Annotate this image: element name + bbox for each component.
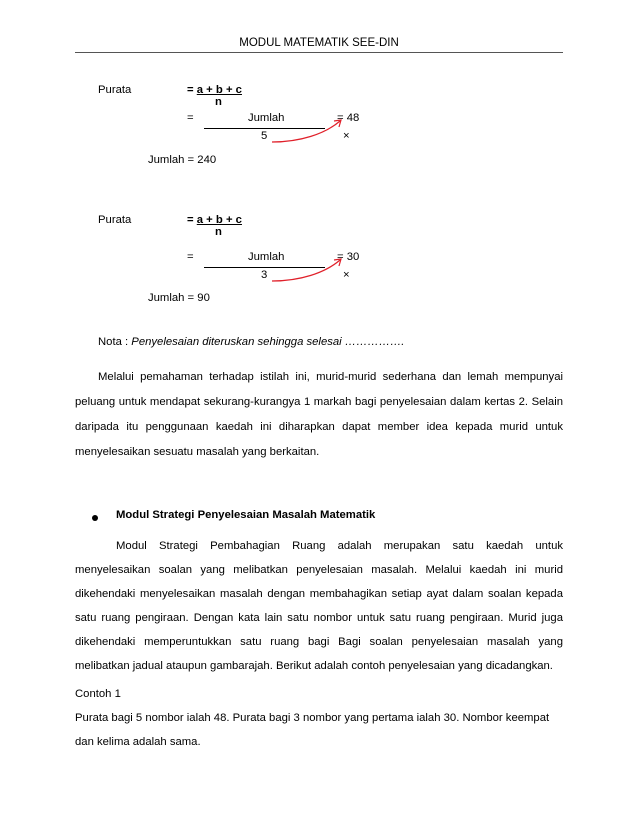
section-title: Modul Strategi Penyelesaian Masalah Matematik — [116, 509, 376, 521]
result-value: = 30 — [337, 251, 360, 263]
answer: Jumlah = 90 — [148, 292, 210, 304]
example-title: Contoh 1 — [75, 688, 121, 700]
fraction-numerator: Jumlah — [248, 251, 285, 263]
multiply-arrow — [270, 255, 350, 285]
formula-top: = a + b + c — [187, 214, 242, 226]
paragraph-line: melibatkan jadual ataupun gambarajah. Berikut adalah contoh penyelesaian yang dicadangkan. — [75, 660, 553, 672]
fraction-denominator: 3 — [261, 269, 268, 281]
paragraph-line: satu ruang pengiraan. Dengan kata lain satu nombor untuk satu ruang pengiraan. Murid juga — [75, 612, 563, 624]
example-text-line: Purata bagi 5 nombor ialah 48. Purata bagi 3 nombor yang pertama ialah 30. Nombor keempat — [75, 712, 550, 724]
equals-sign: = — [187, 251, 194, 263]
example-text-line: dan kelima adalah sama. — [75, 736, 201, 748]
header-rule — [75, 52, 563, 53]
fraction-numerator: Jumlah — [248, 112, 285, 124]
fraction-denominator: 5 — [261, 130, 268, 142]
paragraph-line: Melalui pemahaman terhadap istilah ini, murid-murid sederhana dan lemah mempunyai — [98, 371, 563, 383]
answer: Jumlah = 240 — [148, 154, 217, 166]
note-label: Nota : — [98, 336, 132, 348]
paragraph-line: dikehendaki menyelesaikan masalah dengan membahagikan setiap ayat dalam soalan kepada — [75, 588, 563, 600]
paragraph-line: daripada itu penggunaan kaedah ini diharapkan dapat member idea kepada murid untuk — [75, 421, 563, 433]
formula-numerator: a + b + c — [196, 214, 242, 226]
paragraph-line: dikehendaki memperuntukkan satu ruang bagi Bagi soalan penyelesaian masalah yang — [75, 636, 563, 648]
page-header: MODUL MATEMATIK SEE-DIN — [239, 37, 399, 49]
formula-top: = a + b + c — [187, 84, 242, 96]
formula-denominator: n — [215, 96, 222, 108]
multiply-arrow — [270, 116, 350, 146]
paragraph-line: menyelesaikan sesuatu masalah yang berkaitan. — [75, 446, 320, 458]
bullet-icon — [92, 515, 98, 521]
paragraph-line: Modul Strategi Pembahagian Ruang adalah merupakan satu kaedah untuk — [116, 540, 563, 552]
purata-label: Purata — [98, 214, 132, 226]
paragraph-line: peluang untuk mendapat sekurang-kurangya 1 markah bagi penyelesaian dalam kertas 2. Selain — [75, 396, 563, 408]
equals-sign: = — [187, 112, 194, 124]
result-value: = 48 — [337, 112, 360, 124]
purata-label: Purata — [98, 84, 132, 96]
times-symbol: × — [343, 269, 350, 281]
note — [98, 336, 404, 348]
paragraph-line: menyelesaikan soalan yang melibatkan penyelesaian masalah. Melalui kaedah ini murid — [75, 564, 563, 576]
note-text: Penyelesaian diteruskan sehingga selesai ……………. — [131, 336, 405, 348]
times-symbol: × — [343, 130, 350, 142]
formula-numerator: a + b + c — [196, 84, 242, 96]
formula-denominator: n — [215, 226, 222, 238]
